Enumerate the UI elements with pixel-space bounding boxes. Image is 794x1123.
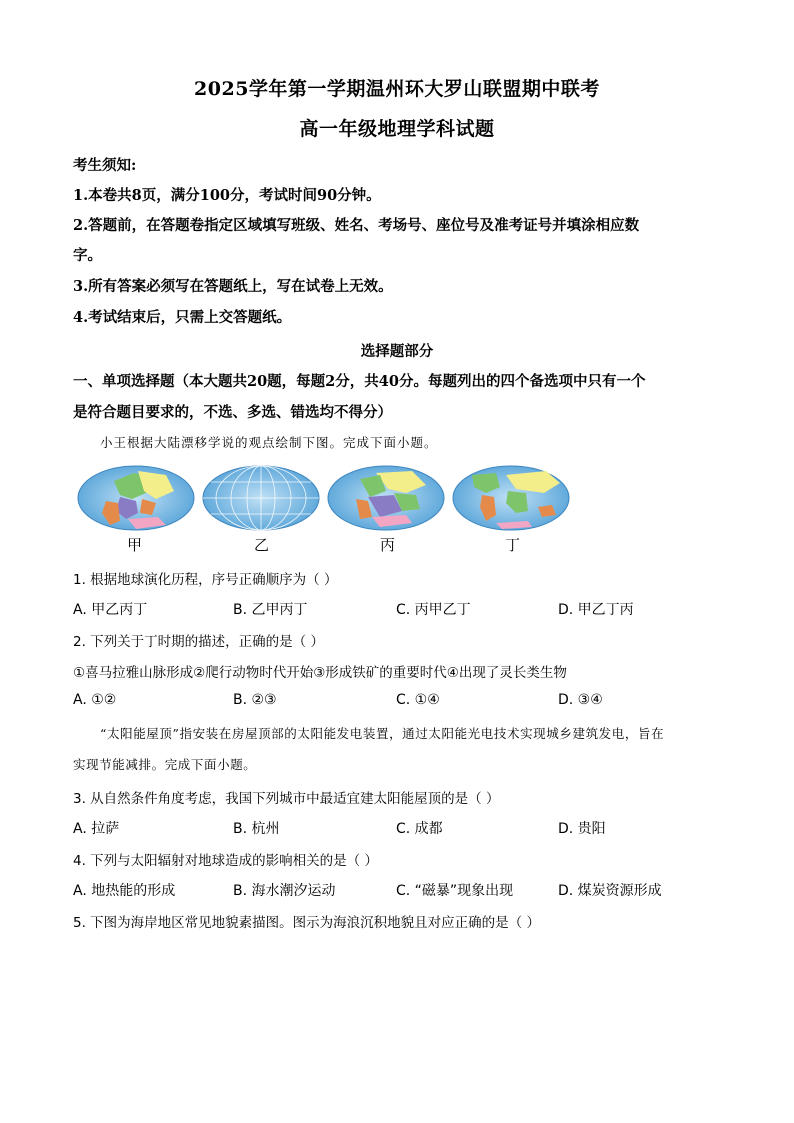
question-4-option-c: C. “磁暴”现象出现	[396, 883, 514, 899]
map-yi	[203, 466, 319, 530]
question-4-stem: 4. 下列与太阳辐射对地球造成的影响相关的是（ ）	[73, 853, 378, 869]
group2-intro: “太阳能屋顶”指安装在房屋顶部的太阳能发电装置，通过太阳能光电技术实现城乡建筑发电，旨在	[100, 726, 665, 741]
notice-item-2-cont: 字。	[73, 247, 102, 264]
question-3-stem: 3. 从自然条件角度考虑，我国下列城市中最适宜建太阳能屋顶的是（ ）	[73, 791, 500, 807]
question-3-option-c: C. 成都	[396, 821, 443, 837]
map-jia	[78, 466, 194, 530]
question-3-option-a: A. 拉萨	[73, 821, 120, 837]
notice-item-1: 1.本卷共8页，满分100分，考试时间90分钟。	[73, 187, 381, 204]
section-heading: 一、单项选择题（本大题共20题，每题2分，共40分。每题列出的四个备选项中只有一个	[73, 373, 646, 390]
map-bing	[328, 466, 444, 530]
question-3-option-b: B. 杭州	[233, 821, 280, 837]
question-4-option-a: A. 地热能的形成	[73, 883, 176, 899]
question-1-option-a: A. 甲乙丙丁	[73, 602, 148, 618]
notice-item-2: 2.答题前，在答题卷指定区域填写班级、姓名、考场号、座位号及准考证号并填涂相应数	[73, 217, 640, 234]
question-1-option-d: D. 甲乙丁丙	[558, 602, 634, 618]
question-2-statements: ①喜马拉雅山脉形成②爬行动物时代开始③形成铁矿的重要时代④出现了灵长类生物	[73, 665, 567, 681]
question-1-option-b: B. 乙甲丙丁	[233, 602, 308, 618]
question-1-stem: 1. 根据地球演化历程，序号正确顺序为（ ）	[73, 572, 338, 588]
question-2-option-a: A. ①②	[73, 692, 117, 708]
question-2-option-d: D. ③④	[558, 692, 603, 708]
group1-intro: 小王根据大陆漂移学说的观点绘制下图。完成下面小题。	[100, 435, 438, 450]
part-title: 选择题部分	[360, 343, 434, 360]
notice-item-3: 3.所有答案必须写在答题纸上，写在试卷上无效。	[73, 278, 393, 295]
map-ding	[453, 466, 569, 530]
question-4-option-d: D. 煤炭资源形成	[558, 883, 662, 899]
exam-subtitle: 高一年级地理学科试题	[299, 118, 495, 140]
question-2-option-c: C. ①④	[396, 692, 440, 708]
notice-heading: 考生须知:	[73, 157, 137, 174]
map-label-jia: 甲	[127, 536, 143, 554]
question-3-option-d: D. 贵阳	[558, 821, 606, 837]
map-label-yi: 乙	[254, 536, 270, 554]
section-heading-cont: 是符合题目要求的，不选、多选、错选均不得分）	[73, 404, 392, 421]
map-label-bing: 丙	[380, 536, 396, 554]
question-5-stem: 5. 下图为海岸地区常见地貌素描图。图示为海浪沉积地貌且对应正确的是（ ）	[73, 915, 540, 931]
notice-item-4: 4.考试结束后，只需上交答题纸。	[73, 309, 292, 326]
group2-intro-cont: 实现节能减排。完成下面小题。	[73, 757, 257, 772]
exam-title: 2025学年第一学期温州环大罗山联盟期中联考	[194, 78, 600, 100]
map-label-ding: 丁	[505, 536, 521, 554]
question-4-option-b: B. 海水潮汐运动	[233, 883, 336, 899]
question-1-option-c: C. 丙甲乙丁	[396, 602, 471, 618]
continental-drift-maps	[76, 463, 576, 553]
question-2-option-b: B. ②③	[233, 692, 277, 708]
question-2-stem: 2. 下列关于丁时期的描述，正确的是（ ）	[73, 634, 324, 650]
